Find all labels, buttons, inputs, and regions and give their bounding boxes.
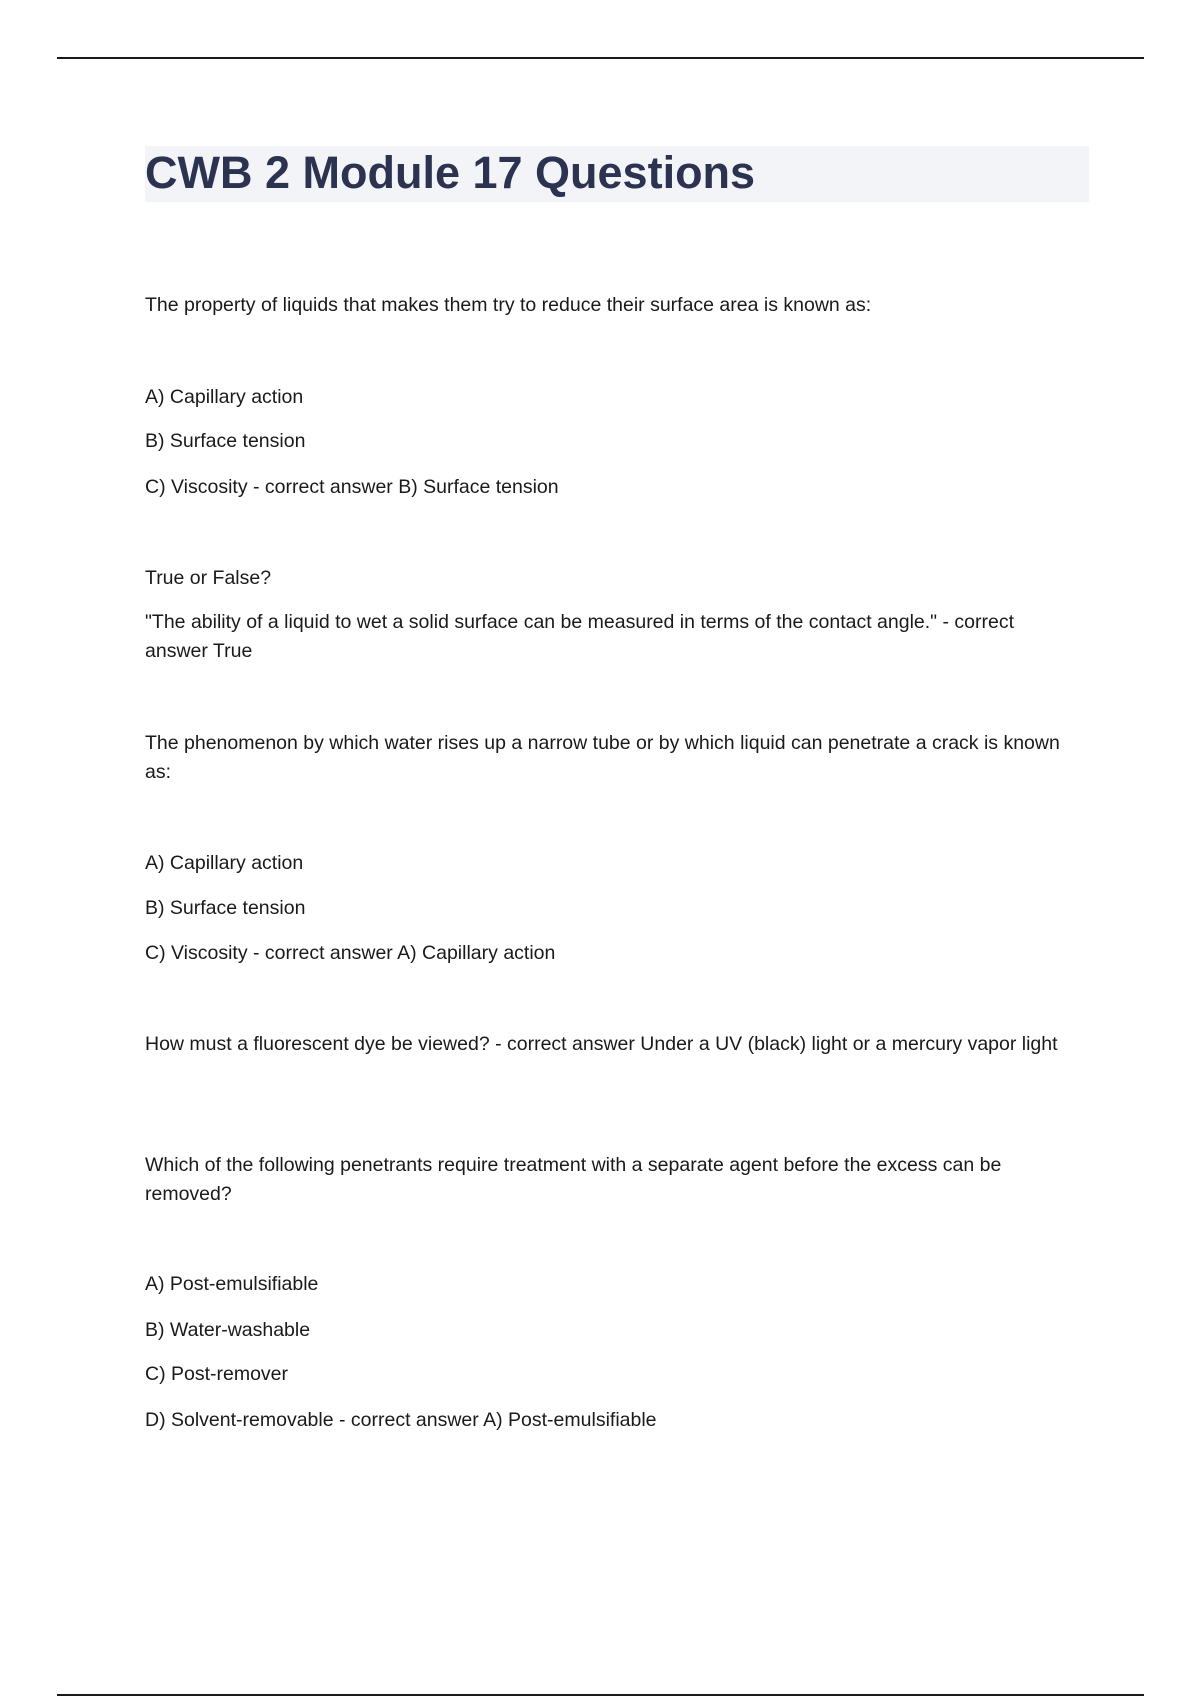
question-1-option-c-answer: C) Viscosity - correct answer B) Surface tension: [145, 476, 559, 498]
question-5-option-c: C) Post-remover: [145, 1363, 289, 1385]
question-3-option-b: B) Surface tension: [145, 897, 306, 919]
question-1-option-a: A) Capillary action: [145, 386, 304, 408]
question-5-text: Which of the following penetrants require treatment with a separate agent before the excess can be removed?: [145, 1154, 1002, 1205]
question-3-text: The phenomenon by which water rises up a narrow tube or by which liquid can penetrate a crack is known as:: [145, 732, 1060, 783]
question-4-text-answer: How must a fluorescent dye be viewed? - correct answer Under a UV (black) light or a mercury vapor light: [145, 1033, 1058, 1055]
question-2-statement-answer: "The ability of a liquid to wet a solid surface can be measured in terms of the contact angle." - correct answer True: [145, 611, 1015, 662]
question-5-option-a: A) Post-emulsifiable: [145, 1273, 319, 1295]
question-2-prompt: True or False?: [145, 567, 272, 589]
question-1-option-b: B) Surface tension: [145, 430, 306, 452]
bottom-rule: [57, 1694, 1144, 1696]
question-5-option-b: B) Water-washable: [145, 1319, 311, 1341]
question-5-option-d-answer: D) Solvent-removable - correct answer A) Post-emulsifiable: [145, 1409, 657, 1431]
document-title: CWB 2 Module 17 Questions: [145, 147, 756, 198]
question-3-option-c-answer: C) Viscosity - correct answer A) Capillary action: [145, 942, 556, 964]
question-3-option-a: A) Capillary action: [145, 852, 304, 874]
top-rule: [57, 57, 1144, 59]
question-1-text: The property of liquids that makes them try to reduce their surface area is known as:: [145, 294, 872, 316]
